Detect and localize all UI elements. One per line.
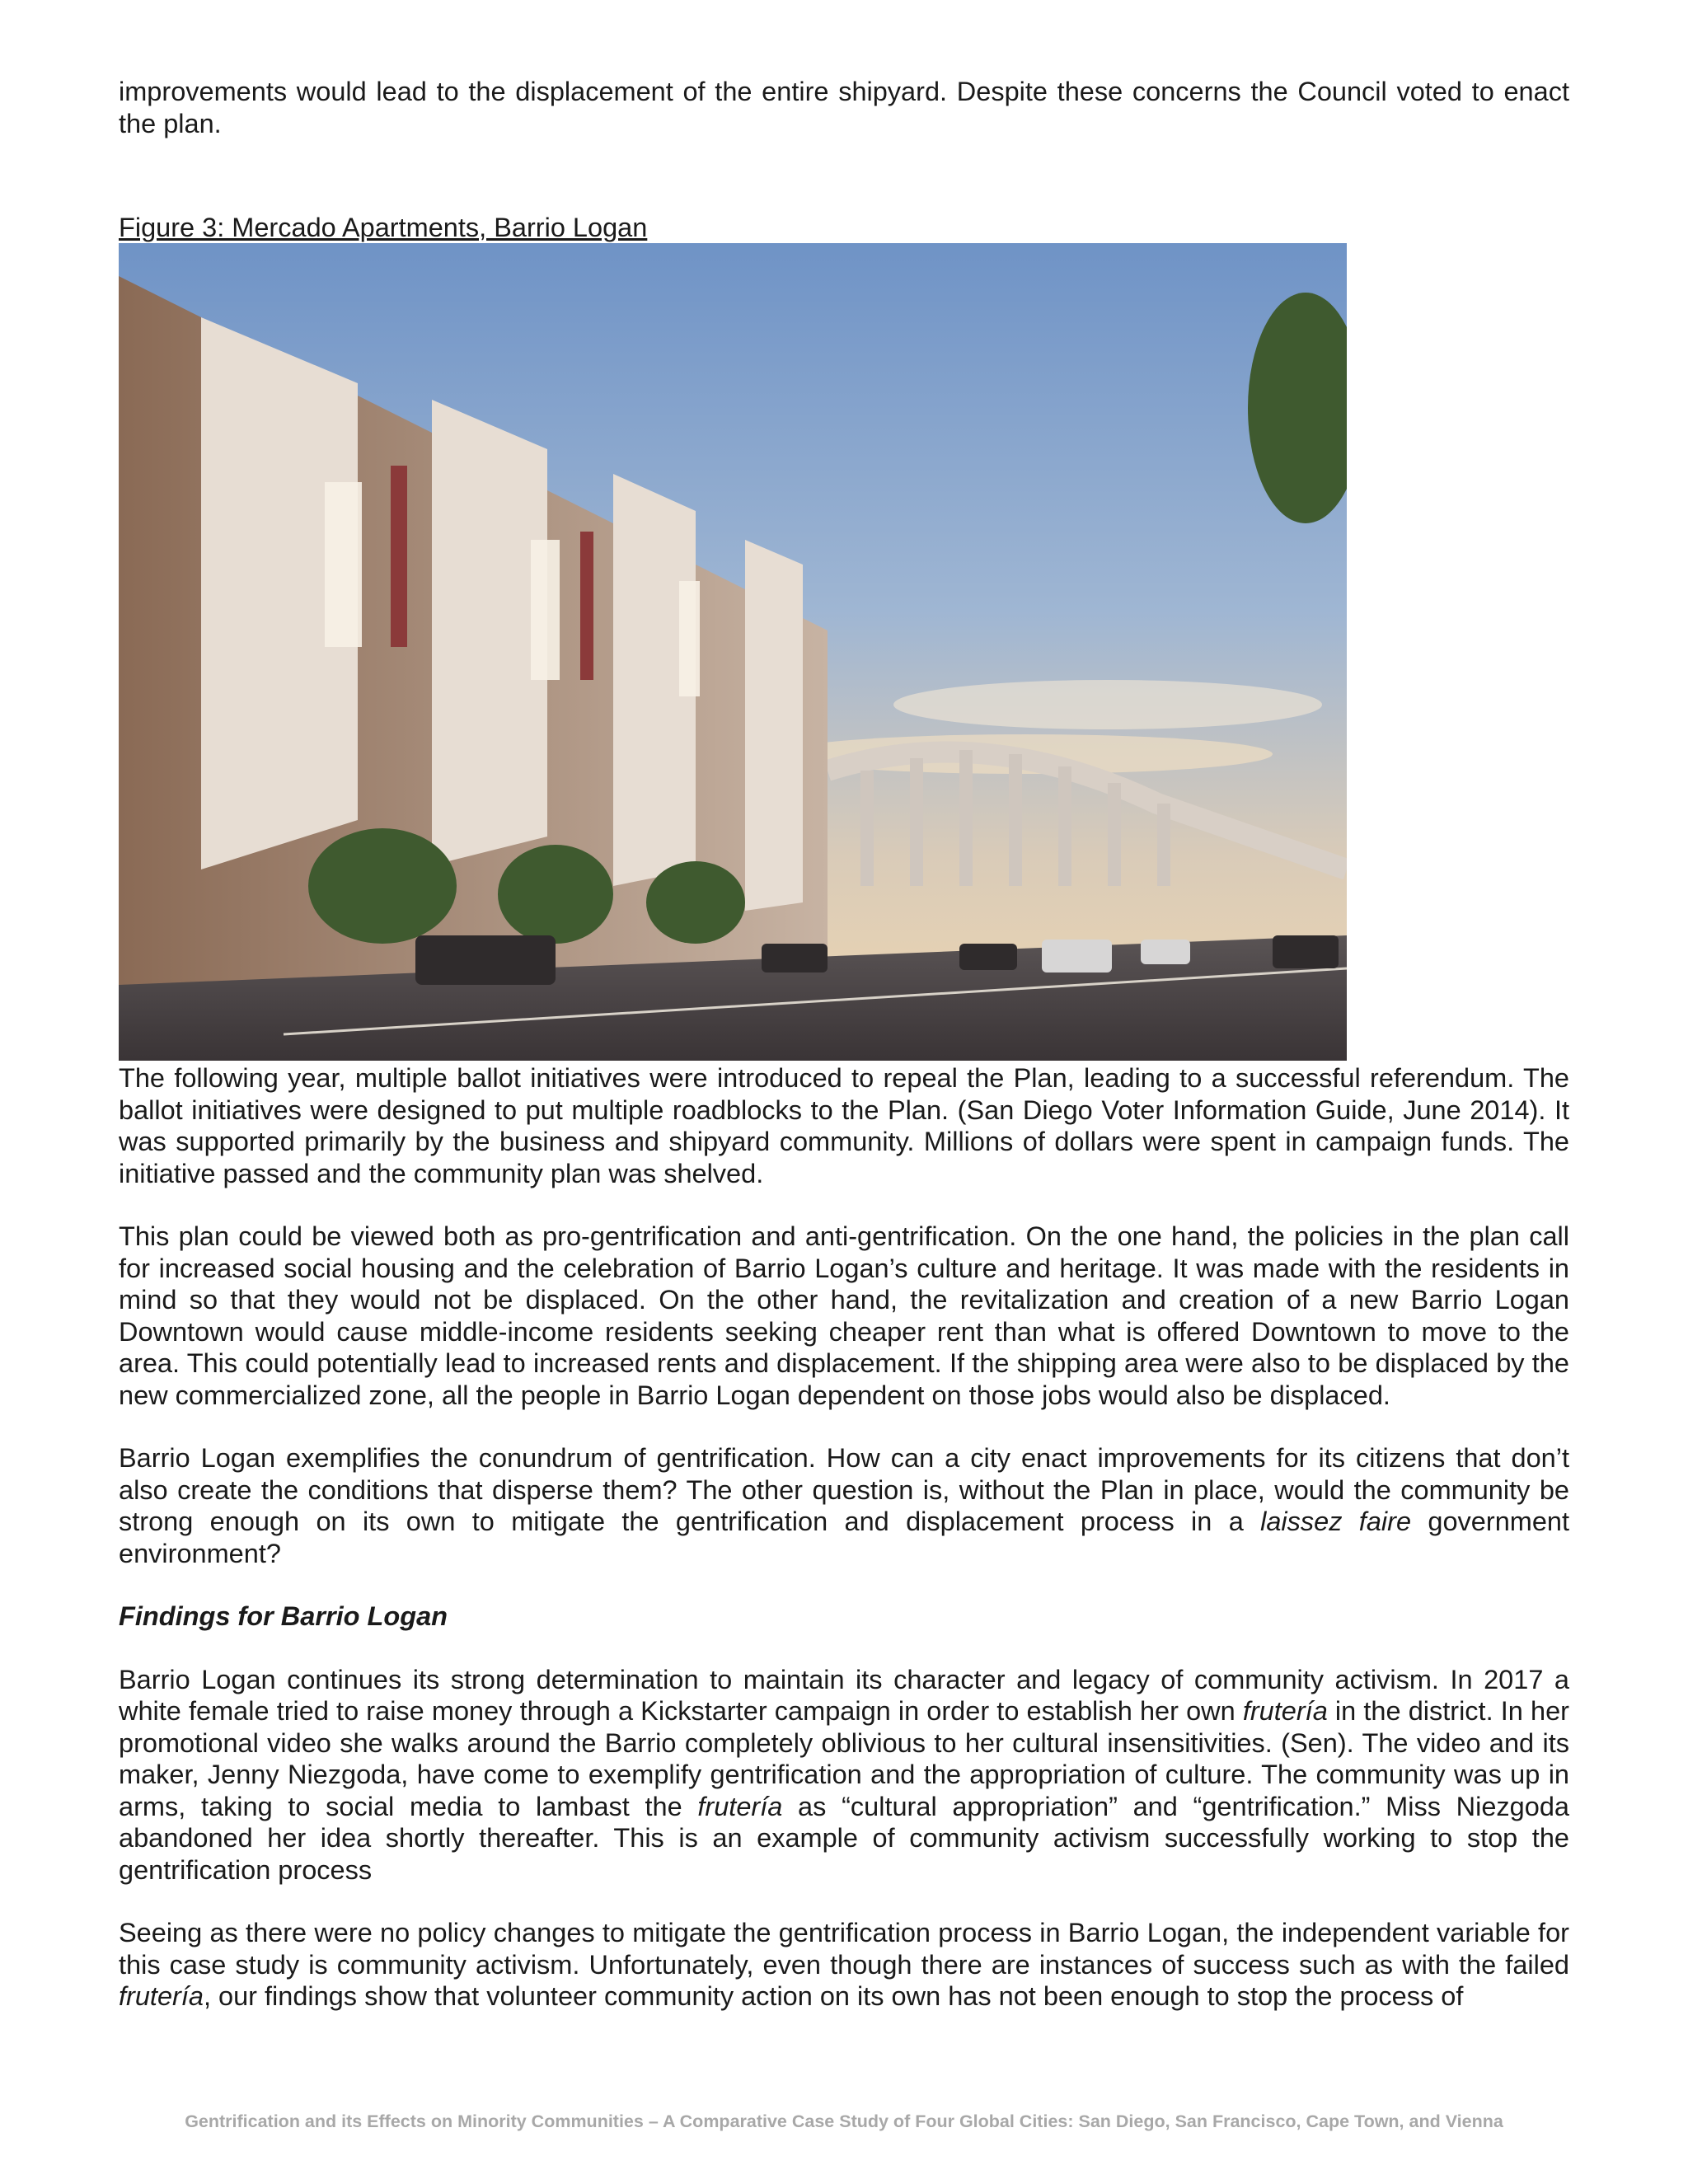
paragraph-conundrum [119, 1442, 1569, 1569]
laissez-faire-term: laissez faire [1260, 1507, 1412, 1536]
paragraph-referendum: The following year, multiple ballot initiatives were introduced to repeal the Plan, leading to a successful referendum. The ballot initiatives were designed to put multiple roadblocks to the Plan. (San Diego Voter Information Guide, June 2014). It was supported primarily by the business and shipyard community. Millions of dollars were spent in campaign funds. The initiative passed and the community plan was shelved. [119, 1063, 1569, 1188]
mercado-apartments-photo [119, 243, 1347, 1061]
paragraph-conundrum-part-a: Barrio Logan exemplifies the conundrum of gentrification. How can a city enact improvements for its citizens that don’t also create the conditions that disperse them? The other question is, without the Plan in place, would the community be strong enough on its own to mitigate the gentrification and displacement process in a [119, 1443, 1569, 1536]
paragraph-findings [119, 1664, 1569, 1886]
paragraph-findings-part-b: in the district. In her promotional video she walks around the Barrio completely oblivious to her cultural insensitivities. (Sen). The video and its maker, Jenny Niezgoda, have come to exemplify gentrification and the appropriation of culture. The community was up in arms, taking to social media to lambast the [119, 1696, 1569, 1821]
paragraph-findings-part-a: Barrio Logan continues its strong determination to maintain its character and legacy of community activism. In 2017 a white female tried to raise money through a Kickstarter campaign in order to establish her own [119, 1664, 1569, 1726]
paragraph-independent-variable [119, 1917, 1569, 2013]
figure-caption: Figure 3: Mercado Apartments, Barrio Logan [119, 213, 648, 242]
paragraph-iv-part-b: , our findings show that volunteer community action on its own has not been enough to stop the process of [203, 1981, 1464, 2011]
fruteria-term: frutería [697, 1791, 783, 1821]
section-heading: Findings for Barrio Logan [119, 1601, 448, 1631]
document-page [119, 76, 1569, 2013]
paragraph-conundrum-part-b: government environment? [119, 1507, 1570, 1568]
paragraph-pro-anti: This plan could be viewed both as pro-gentrification and anti-gentrification. On the one hand, the policies in the plan call for increased social housing and the celebration of Barrio Logan’s culture and heritage. It was made with the residents in mind so that they would not be displaced. On the other hand, the revitalization and creation of a new Barrio Logan Downtown would cause middle-income residents seeking cheaper rent than what is offered Downtown to move to the area. This could potentially lead to increased rents and displacement. If the shipping area were also to be displaced by the new commercialized zone, all the people in Barrio Logan dependent on those jobs would also be displaced. [119, 1221, 1569, 1410]
intro-paragraph: improvements would lead to the displacement of the entire shipyard. Despite these concerns the Council voted to enact the plan. [119, 77, 1569, 138]
paragraph-findings-part-c: as “cultural appropriation” and “gentrification.” Miss Niezgoda abandoned her idea shortly thereafter. This is an example of community activism successfully working to stop the gentrification process [119, 1791, 1569, 1885]
fruteria-term: frutería [1242, 1696, 1328, 1726]
page-footer: Gentrification and its Effects on Minority Communities – A Comparative Case Study of Four Global Cities: San Diego, San Francisco, Cape Town, and Vienna [185, 2111, 1503, 2131]
fruteria-term: frutería [119, 1981, 204, 2011]
paragraph-iv-part-a: Seeing as there were no policy changes to mitigate the gentrification process in Barrio Logan, the independent variable for this case study is community activism. Unfortunately, even though there are instances of success such as with the failed [119, 1918, 1569, 1980]
